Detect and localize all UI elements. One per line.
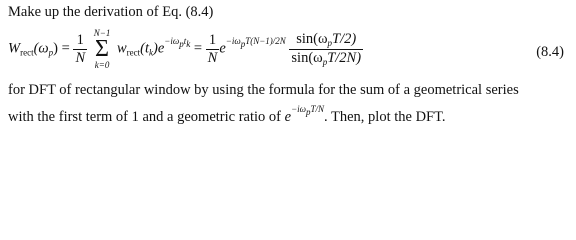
summand-exponent-tail-sub: k [186, 38, 191, 49]
sinc-denominator-sub: p [322, 56, 328, 67]
equals-sign-1: = [58, 40, 74, 57]
summand-exponent-head: −iω [164, 35, 180, 46]
ratio-exponent-head: −iω [291, 104, 306, 114]
explanation-line-2 [8, 104, 446, 126]
explanation-line-1: for DFT of rectangular window by using the formula for the sum of a geometrical series [8, 82, 519, 98]
fraction-one-over-n-2 [206, 33, 220, 65]
equation-body [8, 29, 363, 70]
sum-lower-limit: k=0 [94, 59, 110, 70]
lhs-argument: (ω [33, 40, 49, 57]
phase-exponent-tail: T(N−1)/2N [245, 35, 286, 46]
summand-argument-subscript: k [148, 47, 153, 58]
sinc-numerator-head: sin(ω [296, 30, 328, 47]
sinc-numerator [289, 32, 363, 50]
fraction-denominator: N [75, 49, 86, 66]
fraction-numerator: 1 [206, 33, 220, 50]
sinc-denominator [289, 50, 363, 67]
sinc-numerator-tail: T/2) [332, 30, 357, 47]
summand-exponent-sub: p [179, 38, 184, 49]
lhs-symbol: W [8, 40, 21, 57]
equation-number: (8.4) [536, 44, 564, 60]
summand-exponential-base: )e [152, 40, 165, 57]
sinc-numerator-sub: p [327, 37, 333, 48]
ratio-exponential-base: e [284, 109, 292, 125]
summand-argument: (t [140, 40, 149, 57]
lhs-subscript: rect [20, 47, 34, 58]
sinc-denominator-tail: T/2N) [327, 49, 362, 66]
lhs-argument-subscript: p [48, 47, 54, 58]
instruction-text: Make up the derivation of Eq. (8.4) [8, 4, 214, 20]
ratio-exponent [291, 104, 325, 117]
summand-exponent-tail: t [183, 35, 187, 46]
summand-exponent [164, 35, 191, 49]
summand-subscript: rect [126, 47, 141, 58]
fraction-one-over-n-1 [73, 33, 87, 65]
sigma-symbol: Σ [95, 36, 110, 62]
phase-exponent-sub: p [240, 38, 246, 49]
phase-exponent-head: −iω [225, 35, 241, 46]
ratio-exponent-sub: p [306, 107, 311, 117]
phase-exponent [225, 35, 286, 49]
sinc-denominator-head: sin(ω [291, 49, 323, 66]
line4-suffix: . Then, plot the DFT. [324, 109, 446, 125]
sum-upper-limit: N−1 [93, 28, 111, 38]
lhs-argument-close: ) [53, 40, 59, 57]
summation [94, 29, 111, 70]
phase-exponential-base: e [219, 40, 226, 57]
summand-symbol: w [116, 40, 127, 57]
fraction-numerator: 1 [73, 33, 87, 50]
line4-prefix: with the first term of 1 and a geometric ratio of [8, 109, 285, 125]
equation-8-4 [8, 26, 568, 78]
equals-sign-2: = [190, 40, 206, 57]
sinc-ratio-fraction [289, 32, 363, 67]
ratio-exponent-tail: T/N [310, 104, 325, 114]
fraction-denominator: N [207, 49, 218, 66]
